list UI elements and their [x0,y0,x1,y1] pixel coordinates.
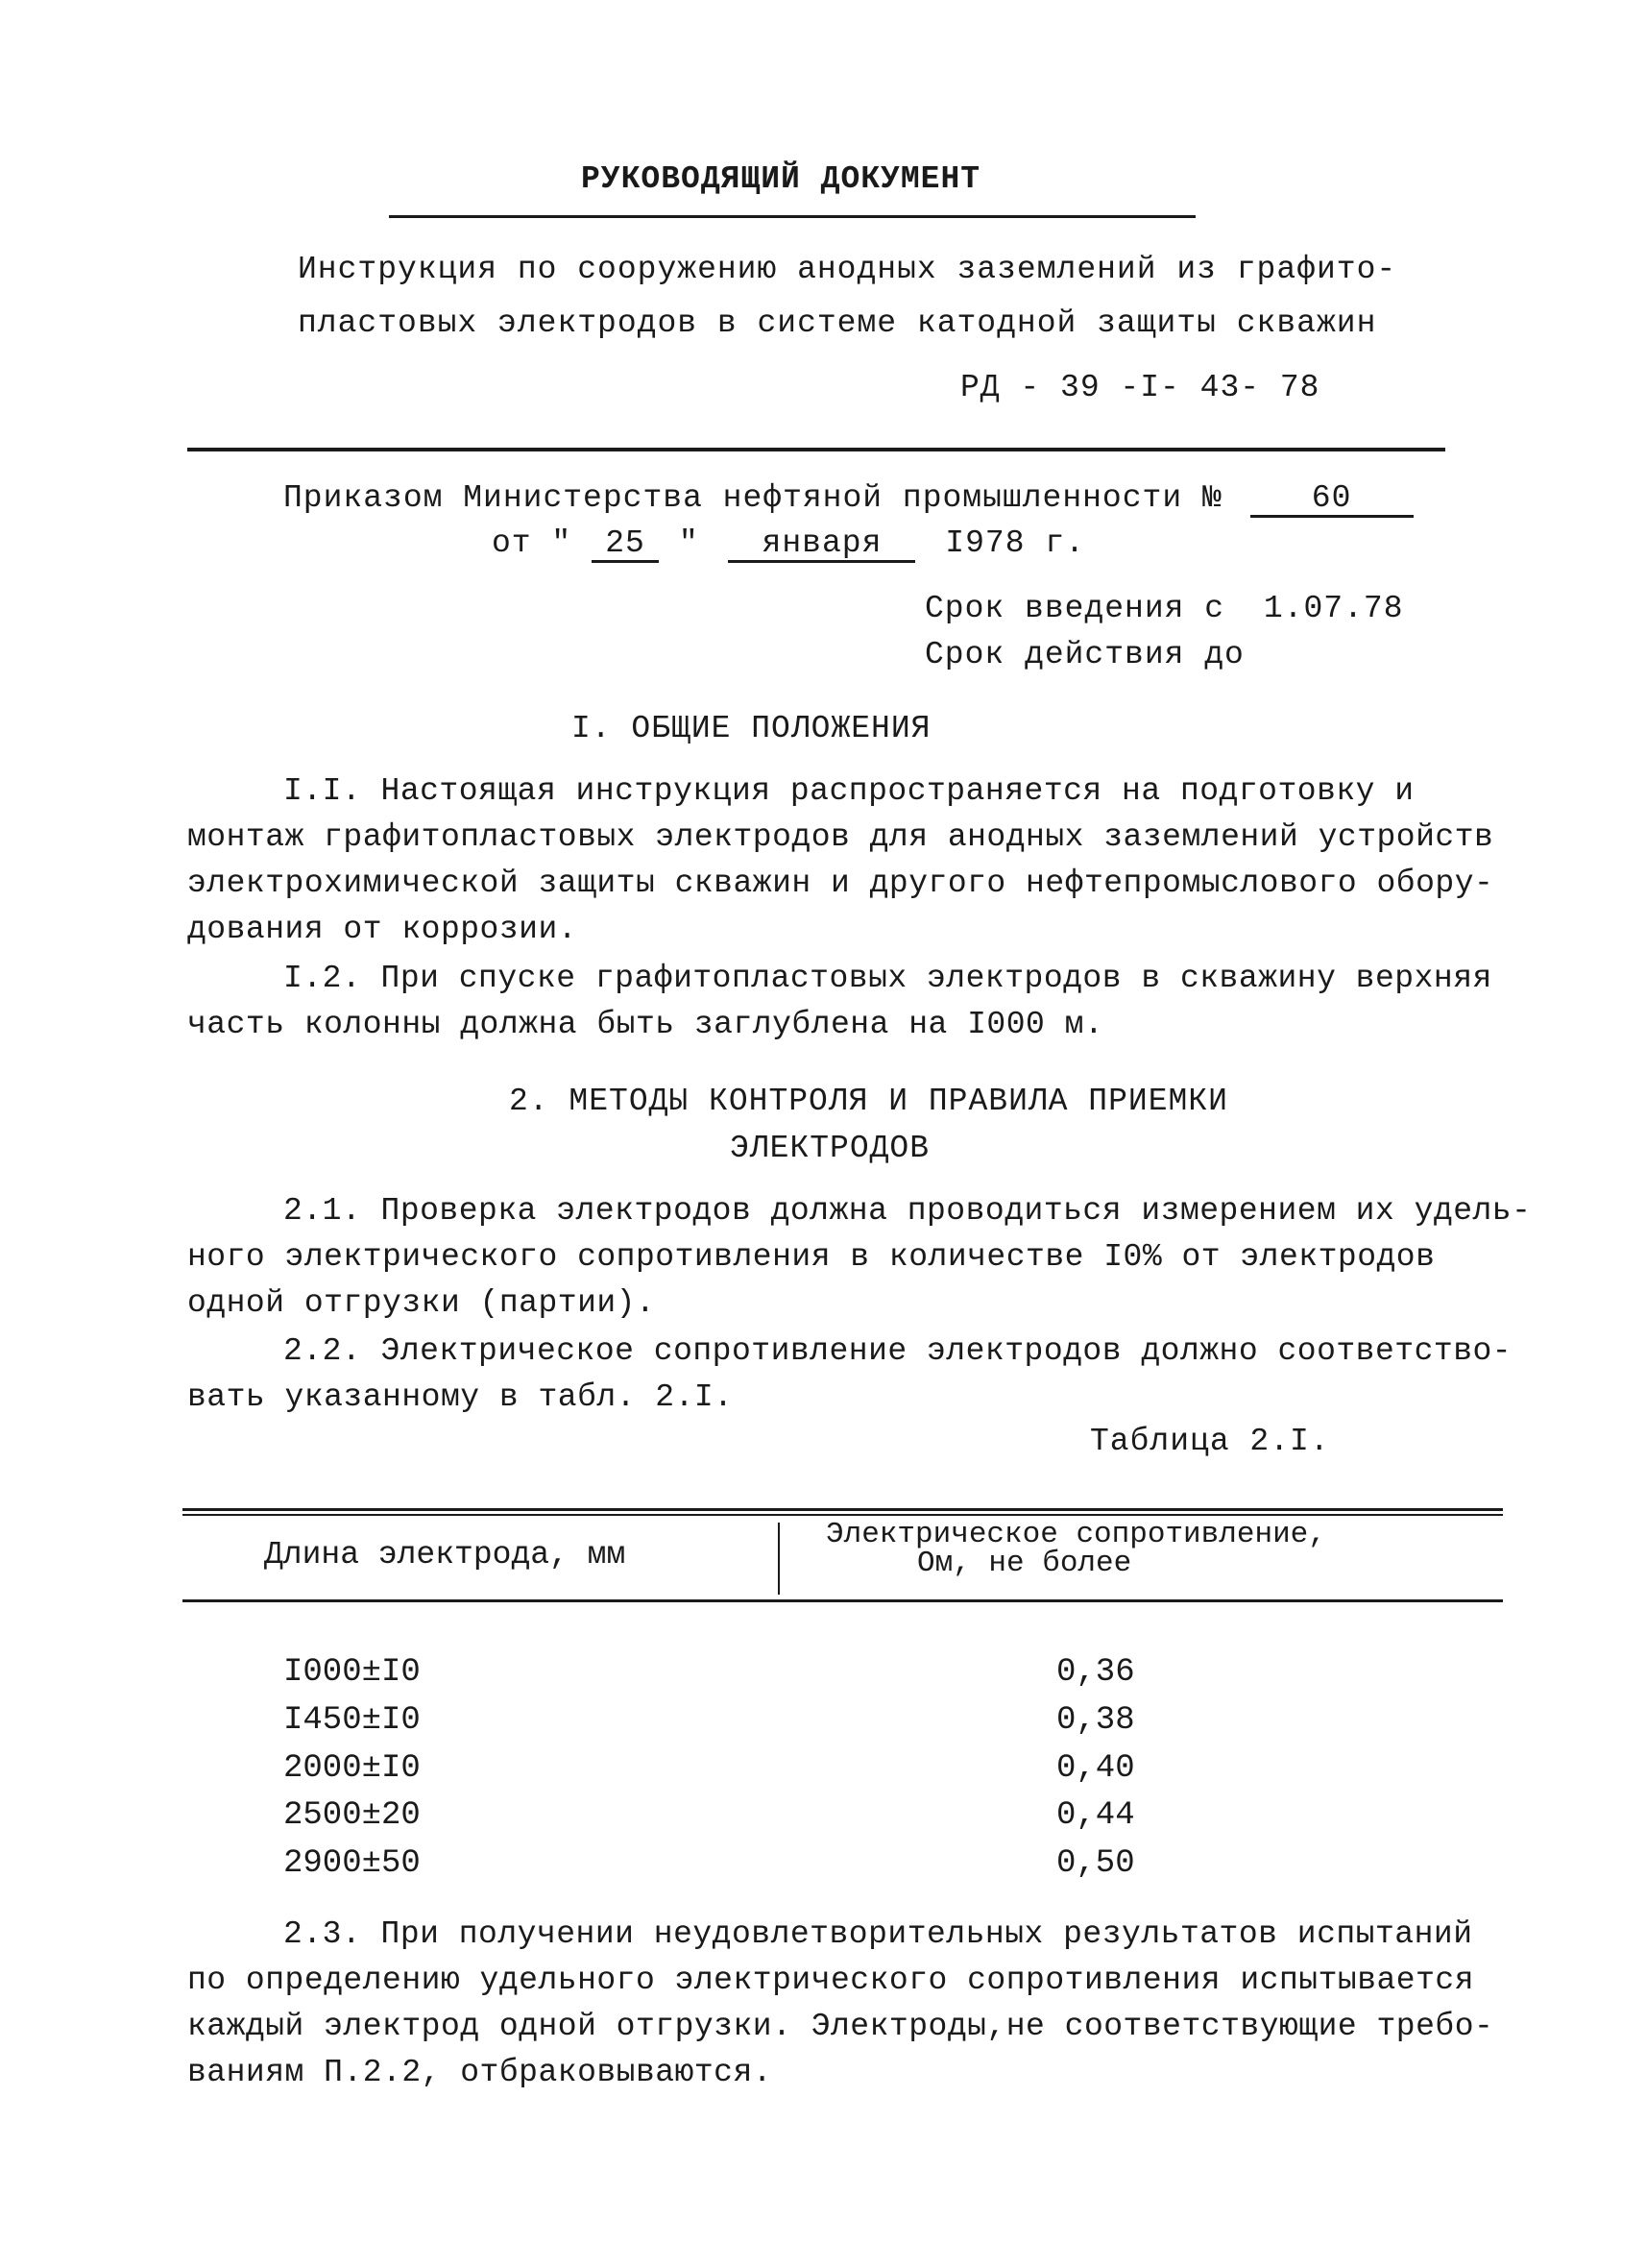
section-2-heading-line-2: ЭЛЕКТРОДОВ [730,1131,931,1166]
paragraph-2-2 [187,1329,1513,1421]
section-2-heading-line-1: 2. МЕТОДЫ КОНТРОЛЯ И ПРАВИЛА ПРИЕМКИ [509,1084,1228,1119]
text-line: дования от коррозии. [187,912,578,947]
text-line: ваниям П.2.2, отбраковываются. [187,2055,773,2090]
table-header-resistance [826,1518,1326,1580]
order-day: 25 [592,527,659,563]
cell-length: I000±I0 [283,1654,421,1691]
cell-length: 2500±20 [283,1797,421,1834]
paragraph-2-1 [187,1188,1532,1327]
table-column-separator [778,1523,780,1595]
cell-length: 2000±I0 [283,1750,421,1787]
order-month: января [728,527,915,563]
text-line: I.I. Настоящая инструкция распространяется на подготовку и [283,773,1415,809]
title-divider [187,448,1445,451]
order-number: 60 [1250,482,1414,518]
paragraph-1-2 [187,956,1493,1048]
title-line-2: пластовых электродов в системе катодной защиты скважин [298,305,1377,341]
paragraph-2-3 [187,1912,1493,2096]
text-line: 2.3. При получении неудовлетворительных результатов испытаний [283,1916,1473,1952]
table-top-rule [182,1508,1503,1511]
order-date-line [492,525,1085,563]
table-row [0,1702,1646,1750]
document-type-heading: РУКОВОДЯЩИЙ ДОКУМЕНТ [581,161,981,197]
order-day-quote: " [678,525,699,561]
table-caption: Таблица 2.I. [1090,1424,1330,1459]
paragraph-1-1 [187,768,1493,953]
text-line: 2.2. Электрическое сопротивление электродов должно соответство- [283,1333,1513,1369]
text-line: каждый электрод одной отгрузки. Электроды,не соответствующие требо- [187,2009,1494,2044]
table-top-rule-inner [182,1514,1503,1516]
table-header-rule [182,1599,1503,1602]
text-line: I.2. При спуске графитопластовых электродов в скважину верхняя [283,961,1492,996]
table-header-resistance-line-1: Электрическое сопротивление, [826,1518,1326,1551]
order-prefix: Приказом Министерства нефтяной промышленности № [283,480,1222,516]
effective-label: Срок введения с [925,591,1225,626]
text-line: вать указанному в табл. 2.I. [187,1379,734,1415]
document-code: РД - 39 -I- 43- 78 [960,370,1320,405]
cell-length: 2900±50 [283,1845,421,1882]
effective-date: 1.07.78 [1263,591,1404,626]
order-from-label: от " [492,525,572,561]
cell-length: I450±I0 [283,1702,421,1739]
table-row [0,1654,1646,1702]
table-header-resistance-line-2: Ом, не более [917,1547,1132,1580]
cell-resistance: 0,36 [1056,1654,1135,1691]
text-line: одной отгрузки (партии). [187,1285,656,1321]
order-year-prefix: I9 [945,525,985,561]
section-1-heading: I. ОБЩИЕ ПОЛОЖЕНИЯ [571,711,932,746]
cell-resistance: 0,38 [1056,1702,1135,1739]
effective-date-line [925,591,1404,626]
table-row [0,1845,1646,1893]
order-year-unit: г. [1045,525,1085,561]
title-line-1: Инструкция по сооружению анодных заземлений из графито- [298,252,1397,287]
cell-resistance: 0,40 [1056,1750,1135,1787]
cell-resistance: 0,50 [1056,1845,1135,1882]
header-divider [389,215,1196,218]
order-year-suffix: 78 [984,525,1026,561]
table-row [0,1750,1646,1798]
text-line: по определению удельного электрического сопротивления испытывается [187,1963,1475,1998]
order-line [283,480,1414,518]
cell-resistance: 0,44 [1056,1797,1135,1834]
text-line: часть колонны должна быть заглублена на I000 м. [187,1007,1104,1042]
text-line: 2.1. Проверка электродов должна проводиться измерением их удель- [283,1193,1532,1229]
text-line: электрохимической защиты скважин и другого нефтепромыслового обору- [187,866,1494,901]
validity-label: Срок действия до [925,637,1245,672]
text-line: монтаж графитопластовых электродов для анодных заземлений устройств [187,819,1494,855]
text-line: ного электрического сопротивления в количестве I0% от электродов [187,1239,1436,1275]
table-row [0,1797,1646,1845]
table-header-length: Длина электрода, мм [264,1537,626,1573]
